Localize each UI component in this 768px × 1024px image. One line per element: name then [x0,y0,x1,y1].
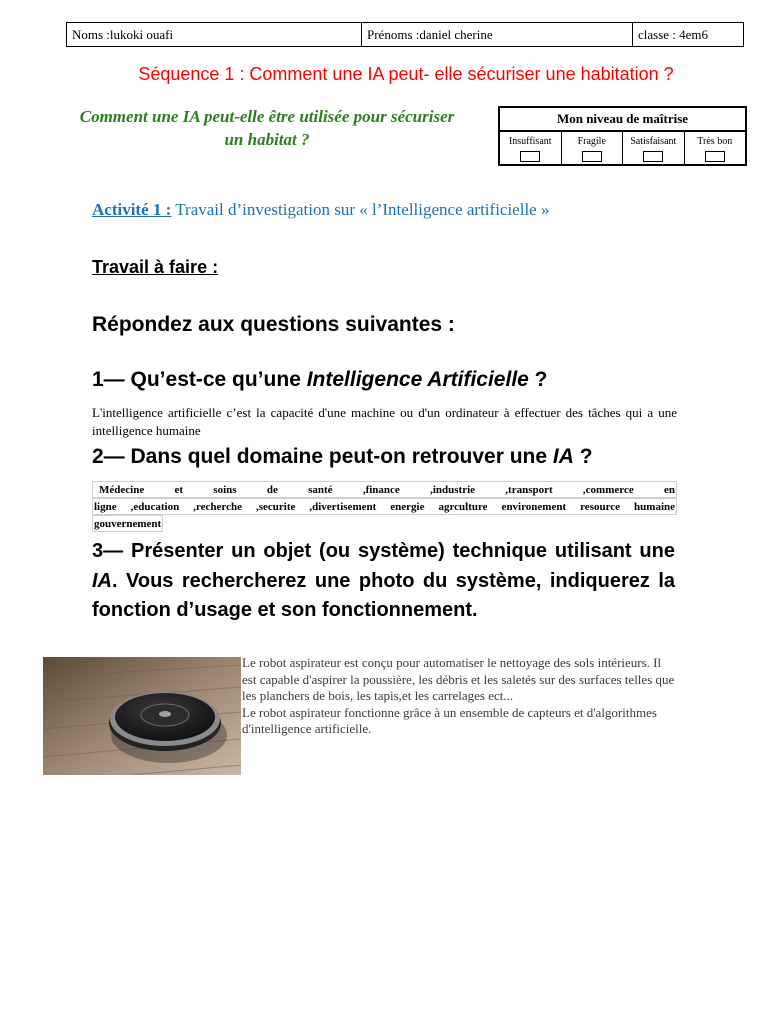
level-insuffisant [500,132,562,166]
q2-prefix: 2— Dans quel domaine peut-on retrouver une [92,445,553,468]
question-2 [92,445,593,469]
q1-italic: Intelligence Artificielle [306,368,529,391]
instructions-heading: Répondez aux questions suivantes : [92,313,455,336]
subtitle-question: Comment une IA peut-elle être utilisée pour sécuriser un habitat ? [79,107,455,149]
mastery-level-table [498,106,747,166]
q1-prefix: 1— Qu’est-ce qu’une [92,368,307,391]
q3-suffix: . Vous rechercherez une photo du système, indiquerez la fonction d’usage et son fonctionnement. [92,569,675,621]
level-satisfaisant [623,132,685,166]
answer-2-line: Médecine et soins de santé ,finance ,industrie ,transport ,commerce en [92,481,677,498]
robot-vacuum-photo [43,657,241,775]
answer-3-operation: Le robot aspirateur fonctionne grâce à un ensemble de capteurs et d'algorithmes d'intelligence artificielle. [242,704,657,737]
activity-label: Activité 1 : [92,200,172,219]
classe-cell: classe : 4em6 [633,23,744,47]
q3-italic: IA [92,569,112,592]
level-tres-bon [685,132,746,166]
question-3 [92,537,675,626]
answer-2-line: gouvernement [92,515,163,532]
robot-vacuum-image [43,657,241,775]
level-checkbox[interactable] [705,151,725,162]
level-checkbox[interactable] [520,151,540,162]
noms-cell: Noms :lukoki ouafi [67,23,362,47]
answer-3 [242,655,677,738]
level-checkbox[interactable] [643,151,663,162]
activity-text: Travail d’investigation sur « l’Intelligence artificielle » [175,200,550,219]
q1-suffix: ? [528,368,548,391]
answer-2-line: ligne ,education ,recherche ,securite ,divertisement energie agrculture environement resource humaine [92,498,677,515]
q3-prefix: 3— Présenter un objet (ou système) technique utilisant une [92,540,675,562]
mastery-levels-row [500,132,745,166]
sequence-title: Séquence 1 : Comment une IA peut- elle sécuriser une habitation ? [138,64,674,84]
prenoms-cell: Prénoms :daniel cherine [362,23,633,47]
level-label: Très bon [697,136,733,147]
q2-suffix: ? [573,445,593,468]
answer-3-function: Le robot aspirateur est conçu pour automatiser le nettoyage des sols intérieurs. Il est capable d'aspirer la poussière, les débris et les saletés sur des surfaces telles que les planchers de bois, les tapis,et les carrelages ect... [242,655,675,704]
level-fragile [562,132,624,166]
answer-2 [92,481,677,538]
level-label: Insuffisant [508,136,552,147]
level-checkbox[interactable] [582,151,602,162]
answer-1: L'intelligence artificielle c’est la capacité d'une machine ou d'un ordinateur à effectuer des tâches qui a une intelligence humaine [92,405,677,438]
activity-line [92,200,549,220]
level-label: Satisfaisant [630,136,677,147]
q2-italic: IA [552,445,574,468]
question-1 [92,368,548,392]
level-label: Fragile [577,136,606,147]
mastery-title: Mon niveau de maîtrise [500,108,745,132]
identity-table [66,22,744,47]
travail-heading: Travail à faire : [92,257,219,277]
